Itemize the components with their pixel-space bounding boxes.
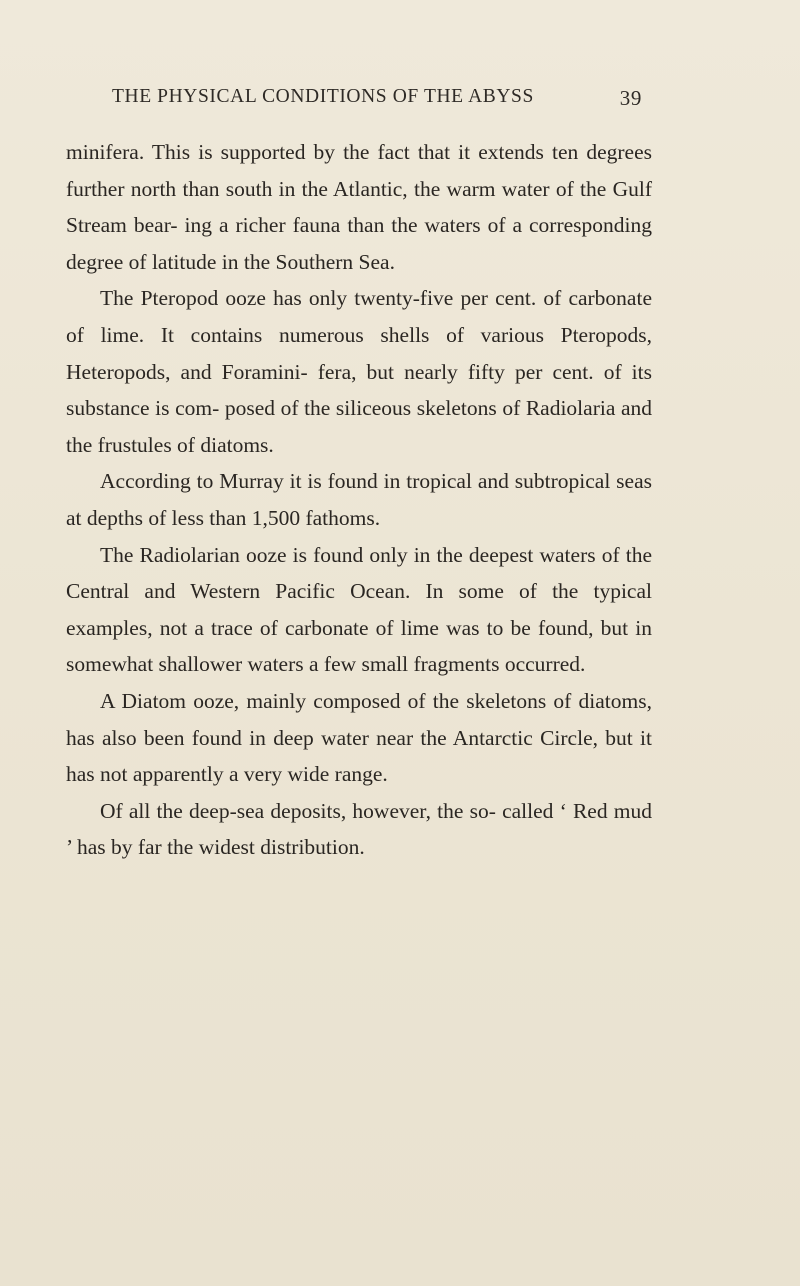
- running-head: [112, 86, 642, 116]
- paragraph: Of all the deep-sea deposits, however, the so- called ‘ Red mud ’ has by far the widest distribution.: [66, 798, 652, 860]
- body-text: [66, 134, 652, 866]
- running-title: THE PHYSICAL CONDITIONS OF THE ABYSS: [112, 86, 534, 107]
- paragraph: The Pteropod ooze has only twenty-five per cent. of carbonate of lime. It contains numerous shells of various Pteropods, Heteropods, and Foramini- fera, but nearly fifty per cent. of its substance is com- posed of the siliceous skeletons of Radiolaria and the frustules of diatoms.: [66, 286, 652, 457]
- page-number: 39: [619, 86, 642, 110]
- paragraph: minifera. This is supported by the fact that it extends ten degrees further north than south in the Atlantic, the warm water of the Gulf Stream bear- ing a richer fauna than the waters of a corresponding degree of latitude in the Southern Sea.: [66, 140, 652, 274]
- paragraph: The Radiolarian ooze is found only in the deepest waters of the Central and Western Pacific Ocean. In some of the typical examples, not a trace of carbonate of lime was to be found, but in somewhat shallower waters a few small fragments occurred.: [66, 542, 652, 677]
- paragraph: A Diatom ooze, mainly composed of the skeletons of diatoms, has also been found in deep water near the Antarctic Circle, but it has not apparently a very wide range.: [66, 688, 652, 787]
- paragraph: According to Murray it is found in tropical and subtropical seas at depths of less than 1,500 fathoms.: [66, 469, 652, 530]
